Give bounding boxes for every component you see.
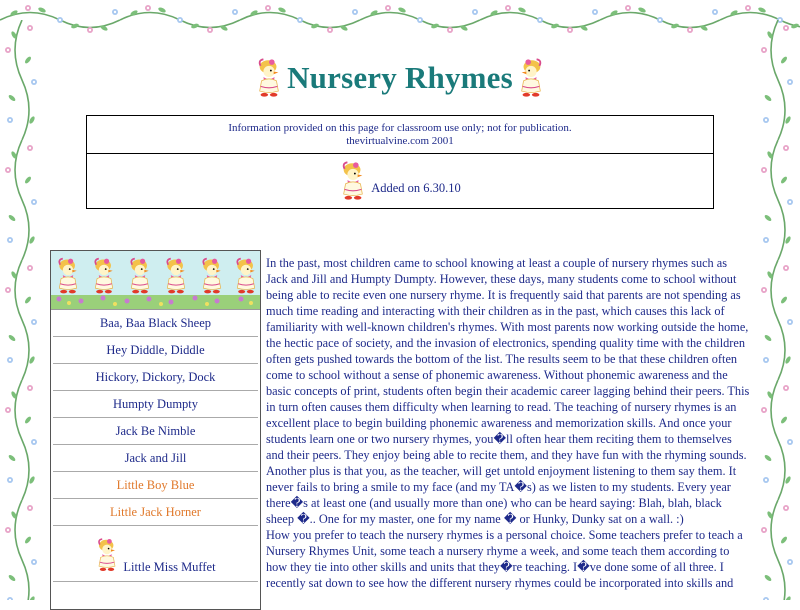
nav-item-hey-diddle-diddle[interactable]: Hey Diddle, Diddle bbox=[53, 337, 258, 364]
nav-item-hickory-dickory-dock[interactable]: Hickory, Dickory, Dock bbox=[53, 364, 258, 391]
added-row bbox=[87, 154, 713, 208]
info-notice bbox=[87, 116, 713, 154]
intro-paragraph-1: In the past, most children came to school knowing at least a couple of nursery rhymes such as Jack and Jill and Humpty Dumpty. However, these days, many students come to school without being able to recite even one nursery rhyme. It is frequently said that parents are not spending as much time reading and interacting with their children as in the past, which causes this lack of familiarity with well-known children's rhymes. With most parents now working outside the home, the hectic pace of society, and the invasion of electronics, spending quality time with the children often gets pushed towards the bottom of the list. The results seem to be that these children often come to school without a sense of phonemic awareness. Without phonemic awareness and the basic concepts of print, students often begin their academic career lagging behind their peers. This in turn often causes them difficulty when learning to read. The teaching of nursery rhymes is an excellent place to begin building phonemic awareness and memorization skills. And once your students learn one or two nursery rhymes, you�ll often hear them reciting them to themselves and their peers. They enjoy being able to recite them, and they have fun with the rhyming sounds. Another plus is that you, as the teacher, will get untold enjoyment listening to them say them. It never fails to bring a smile to my face (and my TA�s) as we listen to my students. Every year there�s at least one (and usually more than one) who can be heard saying: Blah, blah, black sheep �.. One for my master, one for my name � or Hunky, Dunky sat on a wall. :) bbox=[266, 256, 750, 526]
duck-icon bbox=[517, 58, 545, 98]
rhyme-nav bbox=[50, 250, 261, 610]
duck-icon bbox=[255, 58, 283, 98]
duck-banner bbox=[51, 251, 260, 310]
copyright-notice: thevirtualvine.com 2001 bbox=[346, 135, 454, 147]
duck-icon bbox=[95, 535, 119, 575]
info-box bbox=[86, 115, 714, 209]
duck-icon bbox=[339, 161, 367, 201]
nav-item-label: Little Miss Muffet bbox=[123, 560, 216, 574]
nav-item-baa-baa-black-sheep[interactable]: Baa, Baa Black Sheep bbox=[53, 310, 258, 337]
nav-item-little-jack-horner[interactable]: Little Jack Horner bbox=[53, 499, 258, 526]
intro-paragraph-2: How you prefer to teach the nursery rhymes is a personal choice. Some teachers prefer to teach a Nursery Rhymes Unit, some teach a nursery rhyme a week, and some teach them according to how they tie into other skills and units that they�re teaching. I�ve done some of all three. I recently sat down to see how the different nursery rhymes could be incorporated into skills and bbox=[266, 528, 743, 590]
nav-item-little-boy-blue[interactable]: Little Boy Blue bbox=[53, 472, 258, 499]
nav-item-jack-be-nimble[interactable]: Jack Be Nimble bbox=[53, 418, 258, 445]
duck-banner-image bbox=[51, 251, 260, 309]
page-title: Nursery Rhymes bbox=[287, 59, 513, 95]
nav-item-little-miss-muffet[interactable] bbox=[53, 526, 258, 582]
nav-item-humpty-dumpty[interactable]: Humpty Dumpty bbox=[53, 391, 258, 418]
usage-notice: Information provided on this page for classroom use only; not for publication. bbox=[228, 122, 572, 134]
nav-item-jack-and-jill[interactable]: Jack and Jill bbox=[53, 445, 258, 472]
title-row bbox=[0, 55, 800, 100]
intro-text bbox=[266, 255, 750, 591]
added-date: Added on 6.30.10 bbox=[371, 180, 461, 195]
